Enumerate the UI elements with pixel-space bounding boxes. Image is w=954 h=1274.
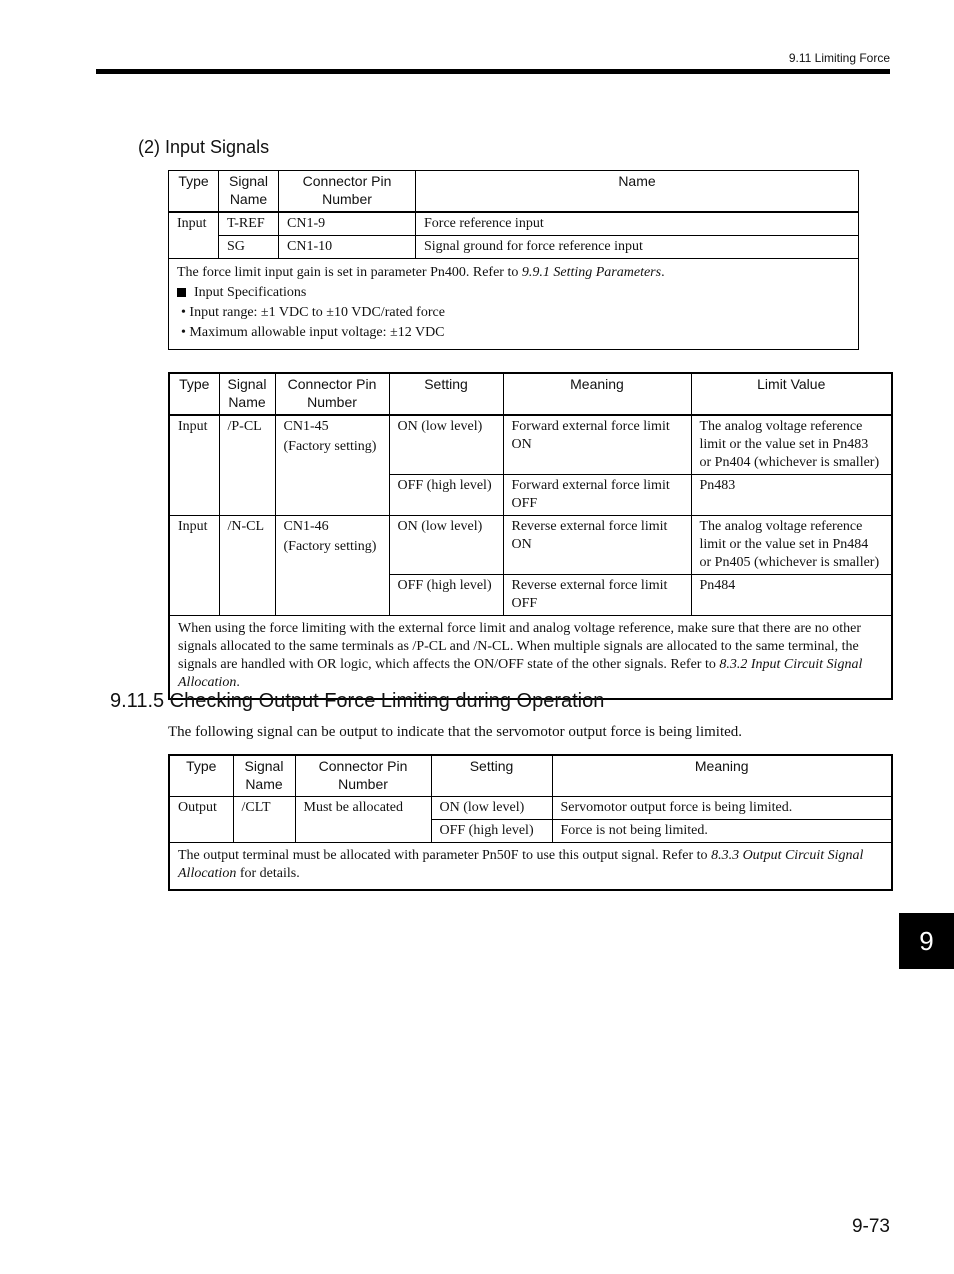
spec-item: • Input range: ±1 VDC to ±10 VDC/rated force bbox=[181, 305, 445, 320]
output-signal-table bbox=[168, 754, 893, 891]
table-note-row bbox=[169, 616, 892, 700]
setting-cell: ON (low level) bbox=[389, 516, 503, 575]
col-connector-pin: Connector Pin Number bbox=[295, 755, 431, 797]
note-text: When using the force limiting with the external force limit and analog voltage reference, make sure that there are no other signals allocated to the same terminals as /P-CL and /N-CL. When multiple signals are allocated to the same terminal, the signals are handled with OR logic, which affects the ON/OFF state of the other signals. Refer to bbox=[178, 621, 861, 672]
meaning-cell: Forward external force limit OFF bbox=[503, 475, 691, 516]
section-heading: 9.11.5 Checking Output Force Limiting during Operation bbox=[110, 690, 605, 712]
spec-item: • Maximum allowable input voltage: ±12 VDC bbox=[181, 325, 445, 340]
limit-cell: The analog voltage reference limit or the value set in Pn483 or Pn404 (whichever is smaller) bbox=[691, 415, 892, 475]
running-header: 9.11 Limiting Force bbox=[788, 51, 890, 65]
note-reference: 8.3.2 Input Circuit Signal Allocation bbox=[178, 657, 863, 690]
table-note: When using the force limiting with the external force limit and analog voltage reference, make sure that there are no other signals allocated to the same terminals as /P-CL and /N-CL. When multiple signals are allocated to the same terminal, the signals are handled with OR logic, which affects the ON/OFF state of the other signals. Refer to 8.3.2 Input Circuit Signal Allocation. bbox=[169, 616, 892, 700]
signal-cell: /N-CL bbox=[219, 516, 275, 616]
type-cell: Input bbox=[169, 415, 219, 516]
name-cell: Force reference input bbox=[416, 212, 859, 236]
limit-cell: The analog voltage reference limit or the value set in Pn484 or Pn405 (whichever is smaller) bbox=[691, 516, 892, 575]
col-type: Type bbox=[169, 373, 219, 415]
pin-cell: CN1-45 (Factory setting) bbox=[275, 415, 389, 516]
spec-title: Input Specifications bbox=[194, 285, 307, 300]
type-cell: Input bbox=[169, 516, 219, 616]
table-note: The force limit input gain is set in parameter Pn400. Refer to 9.9.1 Setting Parameters. Input Specifications • Input range: ±1 VDC to ±10 VDC/rated force • Maximum allowable input voltage: ±12 VDC bbox=[169, 259, 859, 350]
subsection-title: (2) Input Signals bbox=[138, 137, 270, 157]
col-meaning: Meaning bbox=[552, 755, 892, 797]
note-reference: 9.9.1 Setting Parameters bbox=[521, 265, 662, 280]
type-cell: Output bbox=[169, 797, 233, 843]
table-note-row bbox=[169, 259, 859, 350]
table-row bbox=[169, 212, 859, 236]
signal-cell: T-REF bbox=[219, 212, 279, 236]
table-note: The output terminal must be allocated with parameter Pn50F to use this output signal. Refer to 8.3.3 Output Circuit Signal Allocation for details. bbox=[169, 843, 892, 891]
col-limit-value: Limit Value bbox=[691, 373, 892, 415]
col-signal-name: Signal Name bbox=[219, 373, 275, 415]
table-header-row bbox=[169, 171, 859, 213]
name-cell: Signal ground for force reference input bbox=[416, 236, 859, 259]
setting-cell: OFF (high level) bbox=[389, 575, 503, 616]
page-number: 9-73 bbox=[851, 1216, 890, 1237]
col-signal-name: Signal Name bbox=[233, 755, 295, 797]
table-header-row bbox=[169, 755, 892, 797]
col-setting: Setting bbox=[389, 373, 503, 415]
chapter-tab: 9 bbox=[899, 913, 954, 969]
col-name: Name bbox=[416, 171, 859, 213]
meaning-cell: Reverse external force limit OFF bbox=[503, 575, 691, 616]
pin-cell: Must be allocated bbox=[295, 797, 431, 843]
signal-cell: /P-CL bbox=[219, 415, 275, 516]
square-bullet-icon bbox=[177, 288, 186, 297]
meaning-cell: Reverse external force limit ON bbox=[503, 516, 691, 575]
limit-cell: Pn484 bbox=[691, 575, 892, 616]
table-row bbox=[169, 797, 892, 820]
col-type: Type bbox=[169, 755, 233, 797]
setting-cell: ON (low level) bbox=[431, 797, 552, 820]
force-limit-table bbox=[168, 372, 893, 700]
signal-cell: SG bbox=[219, 236, 279, 259]
type-cell: Input bbox=[169, 212, 219, 259]
note-text: The output terminal must be allocated with parameter Pn50F to use this output signal. Refer to bbox=[178, 848, 712, 863]
col-setting: Setting bbox=[431, 755, 552, 797]
note-reference: 8.3.3 Output Circuit Signal Allocation bbox=[178, 848, 864, 881]
table-note-row bbox=[169, 843, 892, 891]
header-rule bbox=[96, 69, 890, 74]
pin-cell: CN1-9 bbox=[279, 212, 416, 236]
col-signal-name: Signal Name bbox=[219, 171, 279, 213]
note-text: The force limit input gain is set in parameter Pn400. Refer to bbox=[177, 265, 522, 280]
meaning-cell: Forward external force limit ON bbox=[503, 415, 691, 475]
signal-cell: /CLT bbox=[233, 797, 295, 843]
table-header-row bbox=[169, 373, 892, 415]
meaning-cell: Force is not being limited. bbox=[552, 820, 892, 843]
section-intro: The following signal can be output to indicate that the servomotor output force is being limited. bbox=[168, 724, 743, 740]
setting-cell: OFF (high level) bbox=[389, 475, 503, 516]
pin-cell: CN1-46 (Factory setting) bbox=[275, 516, 389, 616]
input-signals-table bbox=[168, 170, 859, 350]
table-row bbox=[169, 415, 892, 475]
meaning-cell: Servomotor output force is being limited. bbox=[552, 797, 892, 820]
col-connector-pin: Connector Pin Number bbox=[279, 171, 416, 213]
pin-cell: CN1-10 bbox=[279, 236, 416, 259]
table-row bbox=[169, 516, 892, 575]
col-meaning: Meaning bbox=[503, 373, 691, 415]
setting-cell: OFF (high level) bbox=[431, 820, 552, 843]
col-connector-pin: Connector Pin Number bbox=[275, 373, 389, 415]
limit-cell: Pn483 bbox=[691, 475, 892, 516]
table-row bbox=[169, 236, 859, 259]
setting-cell: ON (low level) bbox=[389, 415, 503, 475]
col-type: Type bbox=[169, 171, 219, 213]
